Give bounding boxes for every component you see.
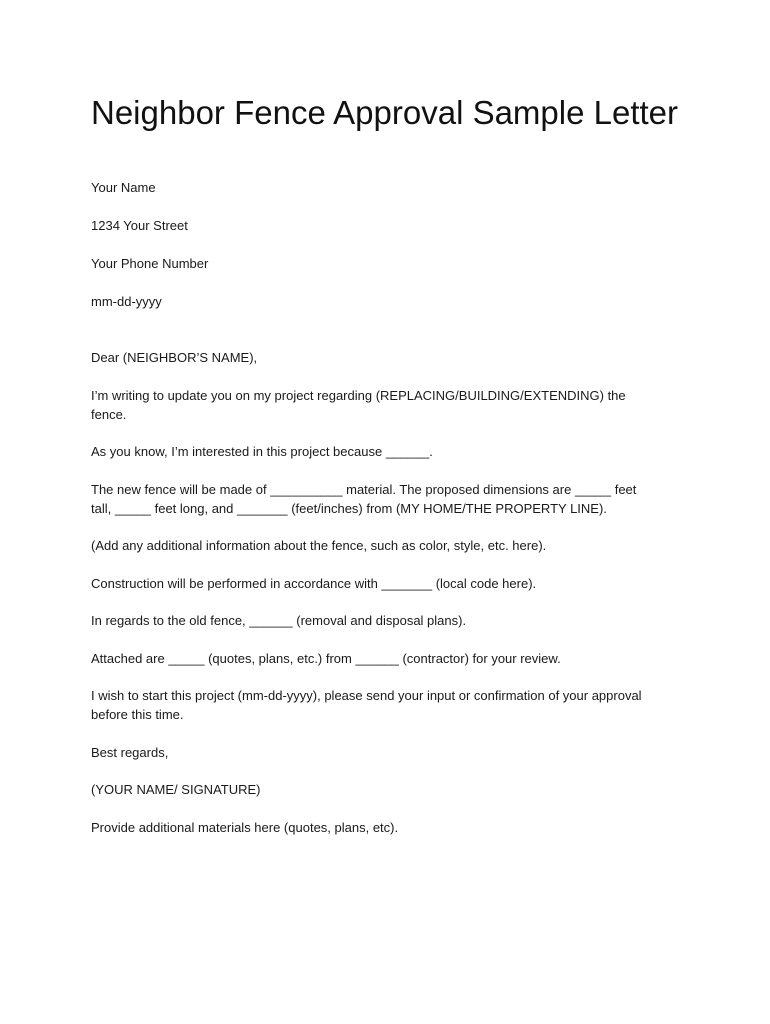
sender-name: Your Name — [91, 180, 156, 195]
paragraph-details — [91, 480, 691, 518]
document-title: Neighbor Fence Approval Sample Letter — [91, 94, 679, 131]
letter-date: mm-dd-yyyy — [91, 294, 162, 309]
paragraph-line: fence. — [91, 407, 127, 422]
paragraph-line: tall, _____ feet long, and _______ (feet/inches) from (MY HOME/THE PROPERTY LINE). — [91, 501, 607, 516]
paragraph-line: before this time. — [91, 707, 184, 722]
paragraph-interest: As you know, I’m interested in this project because ______. — [91, 444, 433, 459]
paragraph-line: I wish to start this project (mm-dd-yyyy), please send your input or confirmation of your approval — [91, 688, 642, 703]
footer-note: Provide additional materials here (quotes, plans, etc). — [91, 820, 399, 835]
signature-placeholder: (YOUR NAME/ SIGNATURE) — [91, 782, 261, 797]
paragraph-start — [91, 686, 691, 724]
salutation: Dear (NEIGHBOR’S NAME), — [91, 350, 258, 365]
paragraph-additional: (Add any additional information about the fence, such as color, style, etc. here). — [91, 538, 547, 553]
paragraph-construction: Construction will be performed in accordance with _______ (local code here). — [91, 576, 537, 591]
sender-phone: Your Phone Number — [91, 256, 209, 271]
paragraph-update — [91, 386, 691, 424]
sender-street: 1234 Your Street — [91, 218, 188, 233]
closing: Best regards, — [91, 745, 169, 760]
paragraph-line: I’m writing to update you on my project regarding (REPLACING/BUILDING/EXTENDING) the — [91, 388, 626, 403]
paragraph-line: The new fence will be made of __________ material. The proposed dimensions are _____ feet — [91, 482, 637, 497]
paragraph-attached: Attached are _____ (quotes, plans, etc.) from ______ (contractor) for your review. — [91, 651, 561, 666]
paragraph-old-fence: In regards to the old fence, ______ (removal and disposal plans). — [91, 613, 467, 628]
